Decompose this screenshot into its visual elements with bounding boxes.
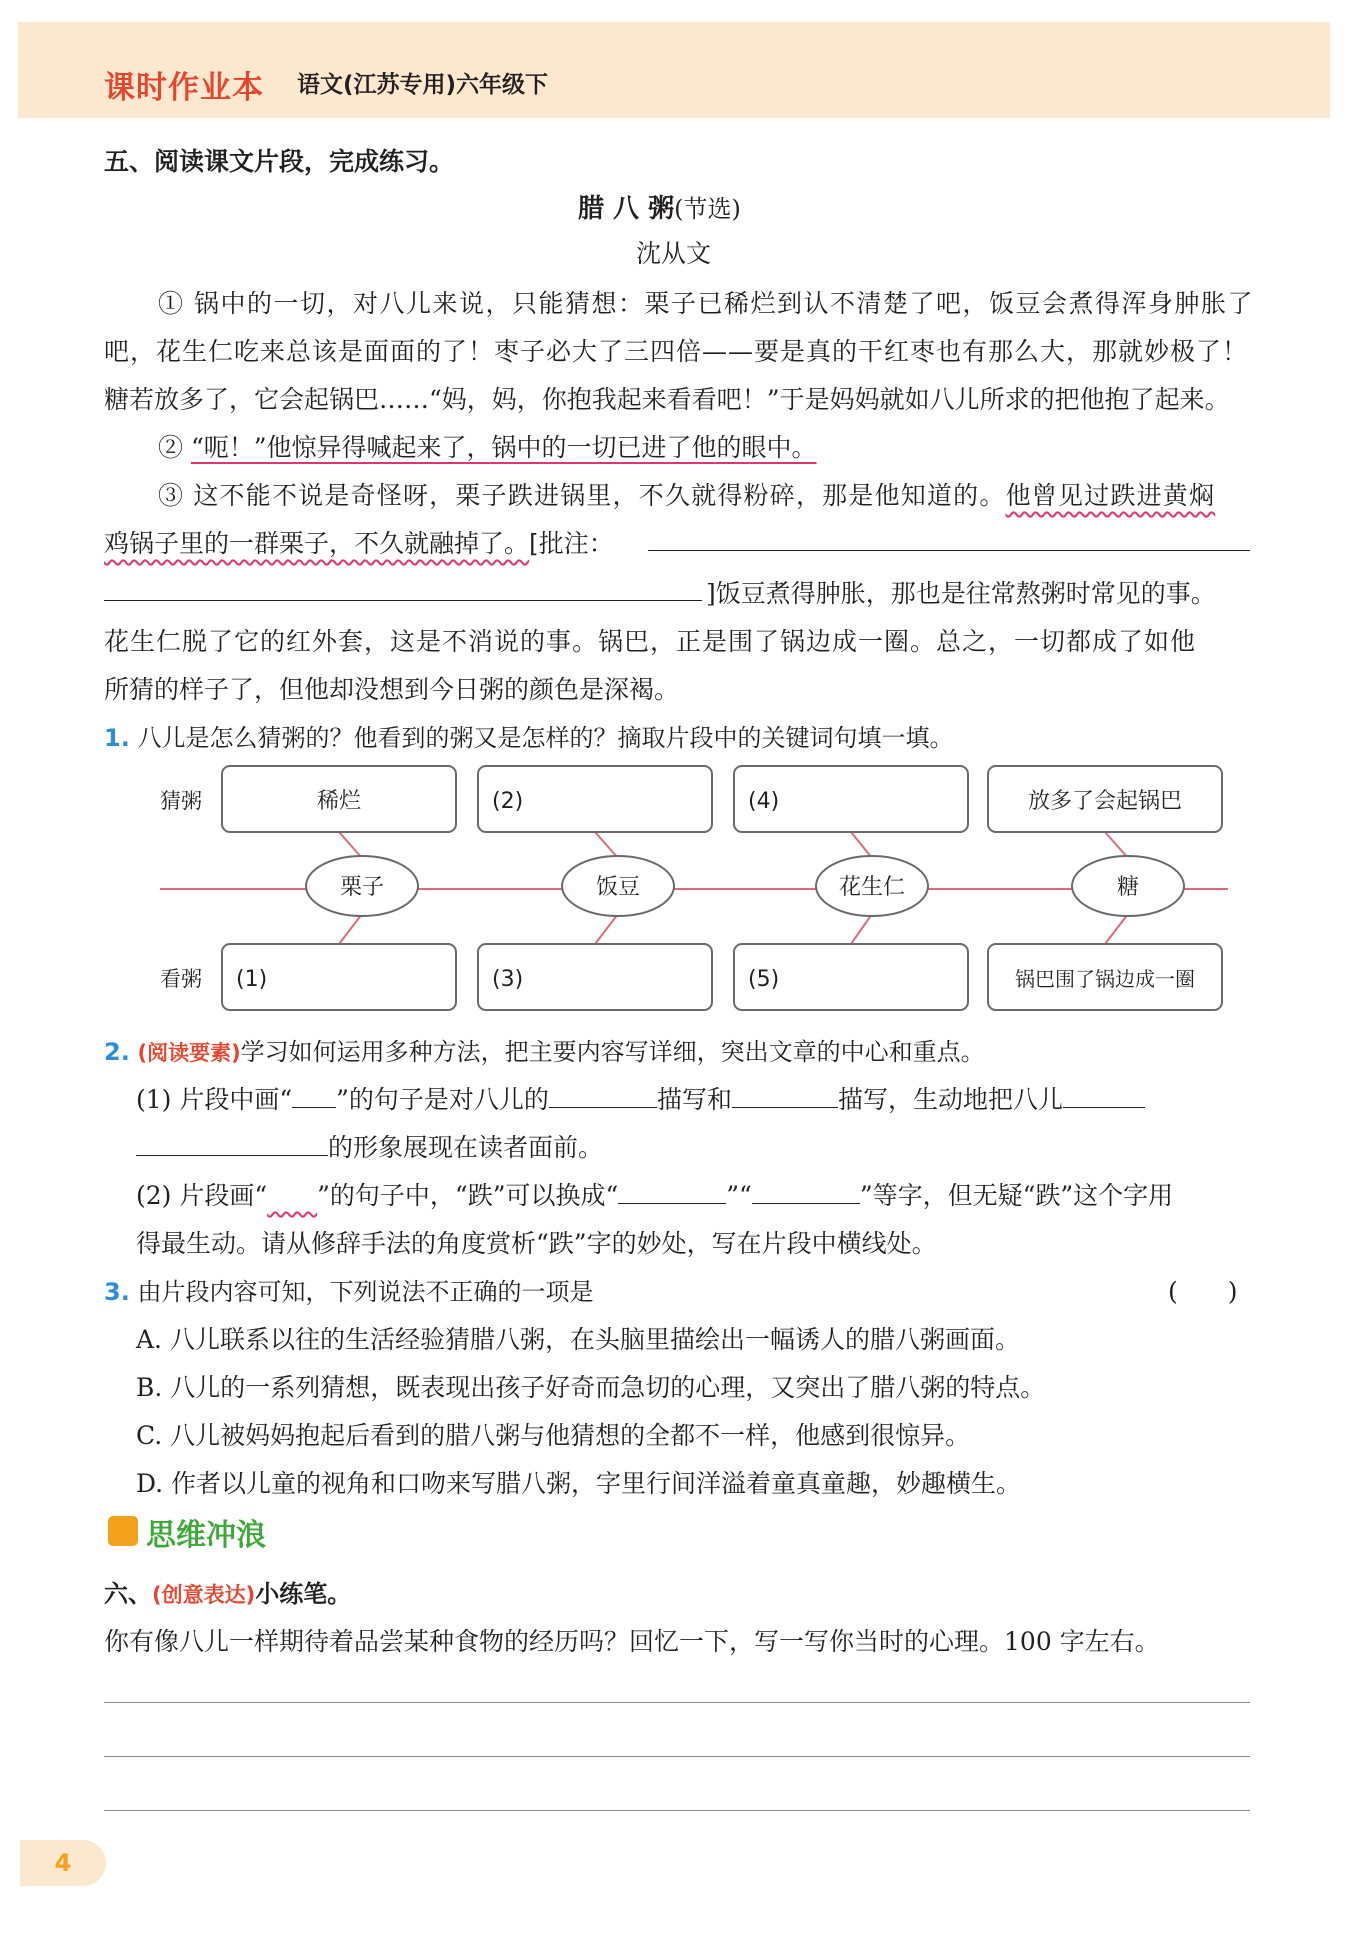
see-box-text-1: (3) [492, 967, 524, 992]
see-box-text-3: 锅巴围了锅边成一圈 [1015, 967, 1195, 991]
q3-option-d: D. 作者以儿童的视角和口吻来写腊八粥，字里行间洋溢着童真童趣，妙趣横生。 [136, 1469, 1022, 1498]
q1-text: 八儿是怎么猜粥的？他看到的粥又是怎样的？摘取片段中的关键词句填一填。 [137, 724, 954, 752]
p3-annotation-label: [批注： [529, 529, 614, 558]
q2-s2-c: ”“ [726, 1181, 752, 1210]
q3-number: 3. [104, 1278, 130, 1306]
section6-heading-a: 六、 [104, 1580, 152, 1608]
q2-s1-mark-blank[interactable] [292, 1085, 336, 1108]
q2-tag: (阅读要素) [137, 1041, 241, 1065]
passage-title-text: 腊 八 粥 [578, 194, 675, 224]
q2-s1-blank-4[interactable] [136, 1133, 328, 1156]
topic-oval-text-1: 饭豆 [595, 875, 641, 900]
section6-heading [104, 1574, 351, 1609]
guess-box-text-2: (4) [748, 789, 780, 814]
connector-bottom-2 [851, 914, 872, 944]
connector-top-3 [1105, 832, 1128, 858]
q2-s2-d: ”等字，但无疑“跌”这个字用 [859, 1181, 1174, 1210]
q2-s1-c: 描写和 [656, 1085, 732, 1114]
p1-line1: ① 锅中的一切，对八儿来说，只能猜想：栗子已稀烂到认不清楚了吧，饭豆会煮得浑身肿胀了 [158, 289, 1254, 318]
q3-answer-paren[interactable]: ( ) [1168, 1277, 1238, 1306]
topic-oval-text-3: 糖 [1116, 875, 1140, 900]
q3-option-c: C. 八儿被妈妈抱起后看到的腊八粥与他猜想的全都不一样，他感到很惊异。 [136, 1421, 971, 1450]
q3-option-a: A. 八儿联系以往的生活经验猜腊八粥，在头脑里描绘出一幅诱人的腊八粥画面。 [136, 1325, 1020, 1354]
topic-oval-text-0: 栗子 [339, 875, 385, 900]
q3-option-b: B. 八儿的一系列猜想，既表现出孩子好奇而急切的心理，又突出了腊八粥的特点。 [136, 1373, 1046, 1402]
q2-s1-d: 描写，生动地把八儿 [837, 1085, 1063, 1114]
q2-s1-b: ”的句子是对八儿的 [336, 1085, 549, 1114]
subject-title: 语文(江苏专用)六年级下 [297, 72, 549, 98]
q2-s1-line [136, 1080, 1145, 1116]
p2-num: ② [158, 433, 184, 462]
connector-bottom-1 [595, 914, 618, 944]
p1-line2: 吧，花生仁吃来总该是面面的了！枣子必大了三四倍——要是真的干红枣也有那么大，那就妙极了！ [104, 337, 1249, 366]
p3-line1-plain: ③ 这不能不说是奇怪呀，栗子跌进锅里，不久就得粉碎，那是他知道的。 [158, 481, 1006, 510]
q2-s1-blank-1[interactable] [549, 1085, 657, 1108]
q2-s1-blank-3[interactable] [1063, 1085, 1145, 1108]
see-box-text-0: (1) [236, 967, 268, 992]
q2-s2-wavy-mark: ​ [267, 1181, 318, 1210]
q3-prompt [104, 1272, 593, 1307]
writing-line-3[interactable] [104, 1810, 1250, 1811]
q3-text: 由片段内容可知，下列说法不正确的一项是 [137, 1278, 594, 1306]
q2-s2-blank-1[interactable] [618, 1181, 726, 1204]
writing-line-1[interactable] [104, 1702, 1250, 1703]
topic-oval-text-2: 花生仁 [838, 875, 906, 900]
connector-bottom-3 [1105, 914, 1128, 944]
p3-line2-wavy: 鸡锅子里的一群栗子，不久就融掉了。 [104, 529, 530, 558]
passage-title-note: (节选) [674, 195, 741, 223]
q2-s2-line [136, 1176, 1173, 1212]
section6-prompt: 你有像八儿一样期待着品尝某种食物的经历吗？回忆一下，写一写你当时的心理。100 字左右。 [104, 1627, 1160, 1656]
q2-s1-a: (1) 片段中画“ [136, 1085, 293, 1114]
p2-underlined-sentence: “呃！”他惊异得喊起来了，锅中的一切已进了他的眼中。 [190, 433, 817, 462]
label-see: 看粥 [160, 967, 202, 991]
q2-s2-b: ”的句子中，“跌”可以换成“ [317, 1181, 619, 1210]
section5-heading: 五、阅读课文片段，完成练习。 [104, 147, 455, 176]
q2-text: 学习如何运用多种方法，把主要内容写详细，突出文章的中心和重点。 [240, 1038, 985, 1066]
q1-number: 1. [104, 724, 130, 752]
brand-title: 课时作业本 [104, 70, 264, 106]
section6-heading-b: 小练笔。 [255, 1580, 352, 1608]
connector-top-0 [339, 832, 362, 858]
wave-icon [108, 1516, 138, 1546]
p1-line3: 糖若放多了，它会起锅巴……“妈，妈，你抱我起来看看吧！”于是妈妈就如八儿所求的把他抱了起来。 [104, 385, 1230, 414]
p3-line3: ]饭豆煮得肿胀，那也是往常熬粥时常见的事。 [706, 579, 1216, 608]
p3-line4: 花生仁脱了它的红外套，这是不消说的事。锅巴，正是围了锅边成一圈。总之，一切都成了如他 [104, 627, 1197, 656]
q2-s1-cont [136, 1128, 603, 1164]
connector-top-2 [851, 832, 872, 858]
passage-author: 沈从文 [636, 239, 712, 268]
p3-line5: 所猜的样子了，但他却没想到今日粥的颜色是深褐。 [104, 675, 680, 704]
q2-number: 2. [104, 1038, 130, 1066]
page-number: 4 [20, 1840, 106, 1886]
connector-bottom-0 [339, 914, 362, 944]
writing-line-2[interactable] [104, 1756, 1250, 1757]
see-box-text-2: (5) [748, 967, 780, 992]
p3-line1-wavy: 他曾见过跌进黄焖 [1005, 481, 1216, 510]
q2-prompt [104, 1032, 985, 1067]
q2-s2-e: 得最生动。请从修辞手法的角度赏析“跌”字的妙处，写在片段中横线处。 [136, 1229, 937, 1258]
guess-box-text-3: 放多了会起锅巴 [1027, 789, 1183, 814]
q2-s2-a: (2) 片段画“ [136, 1181, 268, 1210]
q2-s2-blank-2[interactable] [752, 1181, 860, 1204]
guess-box-text-0: 稀烂 [316, 789, 362, 814]
q2-s1-e: 的形象展现在读者面前。 [328, 1133, 604, 1162]
connector-top-1 [595, 832, 618, 858]
section-title: 思维冲浪 [146, 1518, 266, 1553]
guess-box-text-1: (2) [492, 789, 524, 814]
section6-tag: (创意表达) [152, 1583, 256, 1607]
label-guess: 猜粥 [160, 789, 202, 813]
q2-s1-blank-2[interactable] [732, 1085, 838, 1108]
